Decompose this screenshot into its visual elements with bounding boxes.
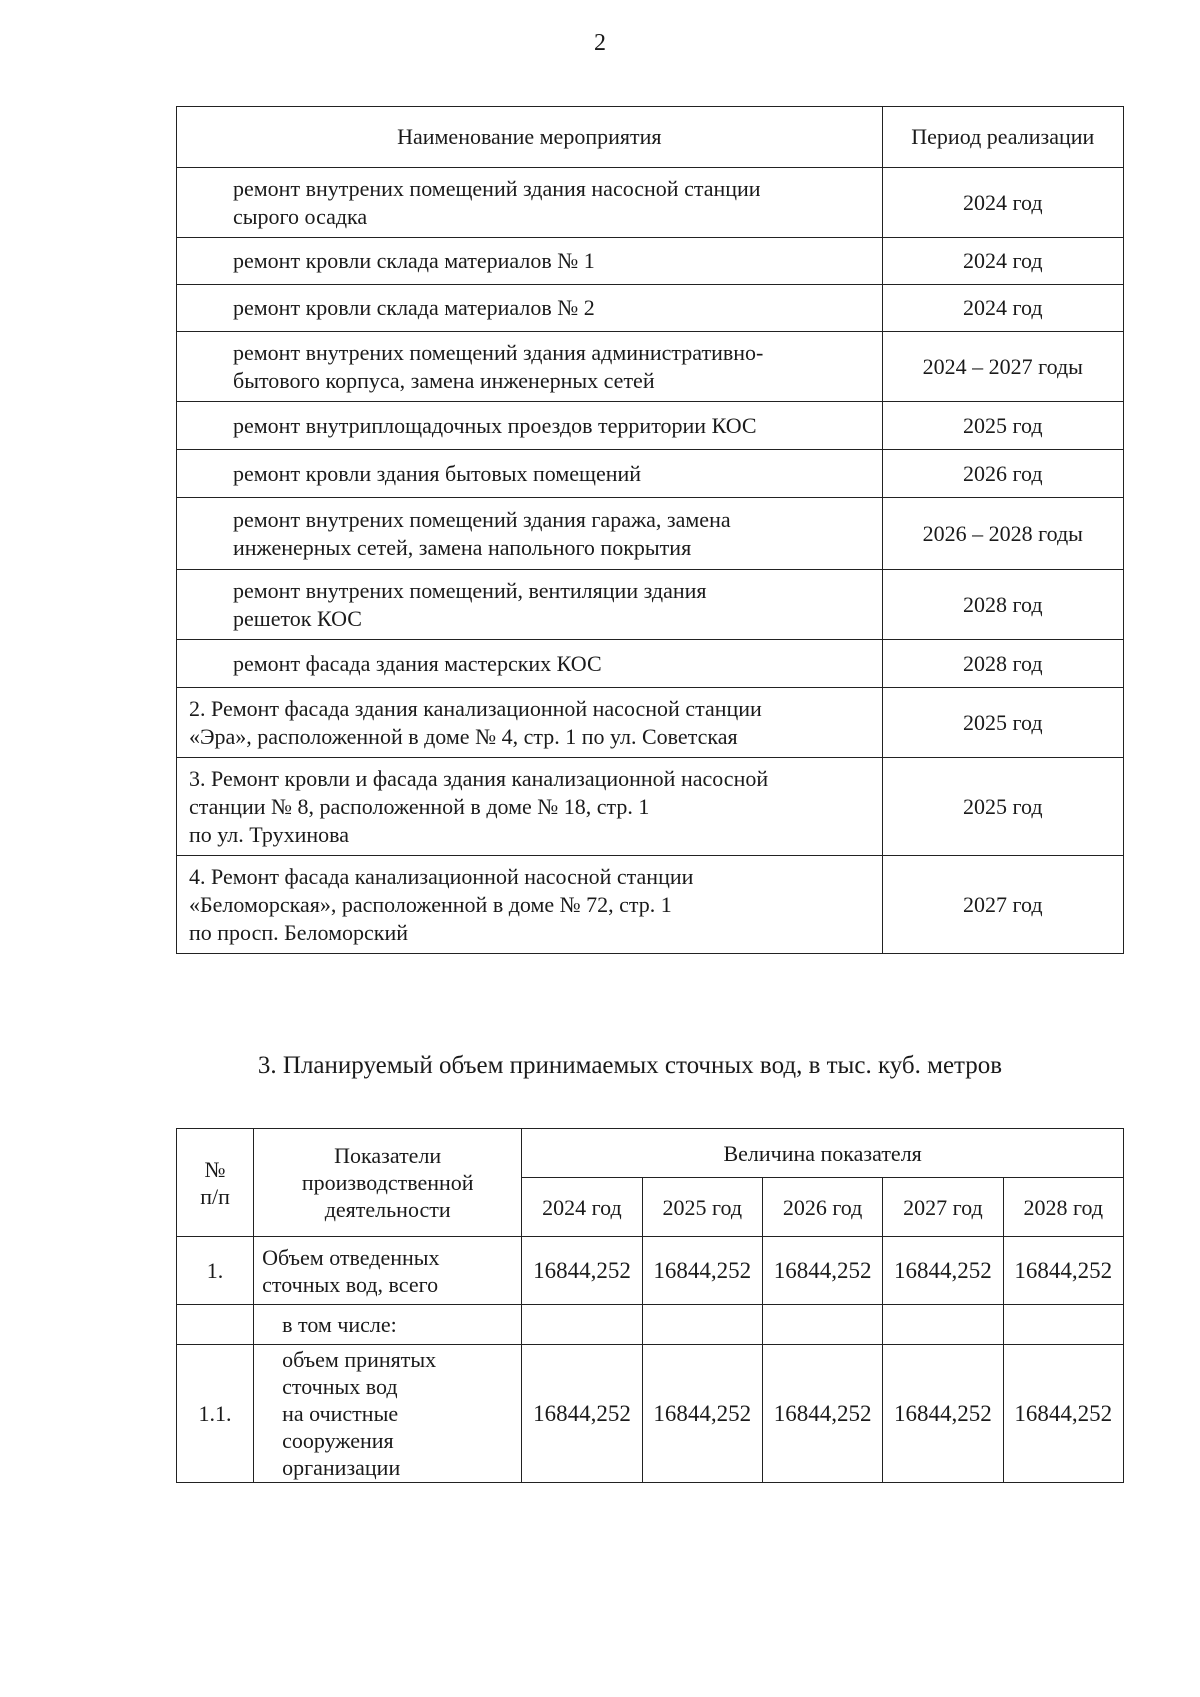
header-indicator-line: деятельности <box>324 1197 451 1222</box>
table-row <box>177 285 1124 332</box>
activity-line: по просп. Беломорский <box>189 919 409 945</box>
header-period: Период реализации <box>882 107 1123 168</box>
activity-line: станции № 8, расположенной в доме № 18, стр. 1 <box>189 793 650 819</box>
activity-name-cell <box>177 285 883 332</box>
activity-name-cell <box>177 688 883 758</box>
activity-line: инженерных сетей, замена напольного покрытия <box>233 534 692 560</box>
table-row <box>177 688 1124 758</box>
value-cell <box>883 1305 1003 1345</box>
row-number-cell: 1. <box>177 1237 254 1305</box>
value-cell <box>522 1305 642 1345</box>
table-row <box>177 168 1124 238</box>
value-cell: 16844,252 <box>522 1345 642 1483</box>
indicator-cell <box>254 1237 522 1305</box>
table-row <box>177 498 1124 570</box>
period-cell: 2024 год <box>882 238 1123 285</box>
activity-line: бытового корпуса, замена инженерных сетей <box>233 367 655 393</box>
table-header-row <box>177 1129 1124 1178</box>
activity-line: ремонт внутриплощадочных проездов территории КОС <box>233 412 757 438</box>
activity-line: «Эра», расположенной в доме № 4, стр. 1 по ул. Советская <box>189 723 738 749</box>
activity-line: 2. Ремонт фасада здания канализационной насосной станции <box>189 695 762 721</box>
activity-line: ремонт внутрених помещений здания гаража, замена <box>233 506 731 532</box>
activity-name-cell <box>177 450 883 498</box>
indicator-cell <box>254 1345 522 1483</box>
activity-line: 4. Ремонт фасада канализационной насосной станции <box>189 863 694 889</box>
table-row <box>177 1345 1124 1483</box>
period-cell: 2025 год <box>882 402 1123 450</box>
period-cell: 2025 год <box>882 688 1123 758</box>
header-indicator-line: производственной <box>301 1170 474 1195</box>
activity-line: сырого осадка <box>233 203 368 229</box>
table-row <box>177 1237 1124 1305</box>
activity-line: «Беломорская», расположенной в доме № 72, стр. 1 <box>189 891 672 917</box>
table-row <box>177 758 1124 856</box>
activity-line: ремонт внутрених помещений здания административно- <box>233 339 764 365</box>
value-cell <box>642 1305 762 1345</box>
activity-line: ремонт кровли склада материалов № 2 <box>233 295 595 320</box>
table-row <box>177 402 1124 450</box>
period-cell: 2026 – 2028 годы <box>882 498 1123 570</box>
value-cell: 16844,252 <box>762 1237 882 1305</box>
value-cell: 16844,252 <box>642 1237 762 1305</box>
value-cell: 16844,252 <box>522 1237 642 1305</box>
header-number-line: п/п <box>200 1183 230 1209</box>
volume-table-body <box>177 1237 1124 1483</box>
activity-name-cell <box>177 856 883 954</box>
header-year: 2028 год <box>1003 1178 1123 1237</box>
header-number-line: № <box>204 1156 226 1182</box>
value-cell: 16844,252 <box>1003 1237 1123 1305</box>
indicator-line: организации <box>282 1455 401 1480</box>
activities-table-body <box>177 168 1124 954</box>
activity-line: ремонт внутрених помещений здания насосной станции <box>233 175 761 201</box>
value-cell <box>1003 1305 1123 1345</box>
activity-line: по ул. Трухинова <box>189 821 350 847</box>
header-year: 2026 год <box>762 1178 882 1237</box>
header-number <box>177 1129 254 1237</box>
activity-name-cell <box>177 758 883 856</box>
value-cell: 16844,252 <box>883 1237 1003 1305</box>
period-cell: 2024 год <box>882 168 1123 238</box>
indicator-line: сточных вод, всего <box>262 1271 439 1297</box>
indicator-line: Объем отведенных <box>262 1244 440 1270</box>
activity-name-cell <box>177 640 883 688</box>
value-cell: 16844,252 <box>1003 1345 1123 1483</box>
table-row <box>177 1305 1124 1345</box>
activities-table <box>176 106 1124 954</box>
period-cell: 2024 год <box>882 285 1123 332</box>
activity-line: решеток КОС <box>233 605 362 631</box>
period-cell: 2028 год <box>882 640 1123 688</box>
table-header-row <box>177 107 1124 168</box>
indicator-line: на очистные <box>282 1401 399 1426</box>
activity-line: ремонт внутрених помещений, вентиляции здания <box>233 577 707 603</box>
table-row <box>177 238 1124 285</box>
table-row <box>177 856 1124 954</box>
activity-line: ремонт кровли склада материалов № 1 <box>233 248 595 273</box>
period-cell: 2028 год <box>882 570 1123 640</box>
header-activity-name: Наименование мероприятия <box>177 107 883 168</box>
activity-name-cell <box>177 570 883 640</box>
activity-name-cell <box>177 498 883 570</box>
header-year: 2027 год <box>883 1178 1003 1237</box>
header-year: 2025 год <box>642 1178 762 1237</box>
table-row <box>177 640 1124 688</box>
section-heading: 3. Планируемый объем принимаемых сточных вод, в тыс. куб. метров <box>257 1052 1003 1079</box>
row-number-cell: 1.1. <box>177 1345 254 1483</box>
period-cell: 2025 год <box>882 758 1123 856</box>
row-number-cell <box>177 1305 254 1345</box>
activity-name-cell <box>177 168 883 238</box>
value-cell <box>762 1305 882 1345</box>
table-row <box>177 570 1124 640</box>
header-indicator <box>254 1129 522 1237</box>
activity-name-cell <box>177 402 883 450</box>
value-cell: 16844,252 <box>883 1345 1003 1483</box>
header-value-group: Величина показателя <box>522 1129 1124 1178</box>
indicator-cell <box>254 1305 522 1345</box>
activity-line: ремонт фасада здания мастерских КОС <box>233 650 602 676</box>
activity-name-cell <box>177 238 883 285</box>
indicator-line: объем принятых <box>282 1347 437 1372</box>
period-cell: 2024 – 2027 годы <box>882 332 1123 402</box>
indicator-line: сточных вод <box>282 1374 398 1399</box>
activity-line: 3. Ремонт кровли и фасада здания канализационной насосной <box>189 765 769 791</box>
page-number: 2 <box>594 30 606 56</box>
header-indicator-line: Показатели <box>334 1143 442 1168</box>
header-year: 2024 год <box>522 1178 642 1237</box>
value-cell: 16844,252 <box>762 1345 882 1483</box>
indicator-line: сооружения <box>282 1428 394 1453</box>
volume-table <box>176 1128 1124 1483</box>
period-cell: 2026 год <box>882 450 1123 498</box>
period-cell: 2027 год <box>882 856 1123 954</box>
value-cell: 16844,252 <box>642 1345 762 1483</box>
activity-line: ремонт кровли здания бытовых помещений <box>233 460 642 486</box>
table-row <box>177 450 1124 498</box>
table-row <box>177 332 1124 402</box>
activity-name-cell <box>177 332 883 402</box>
indicator-line: в том числе: <box>282 1312 397 1337</box>
